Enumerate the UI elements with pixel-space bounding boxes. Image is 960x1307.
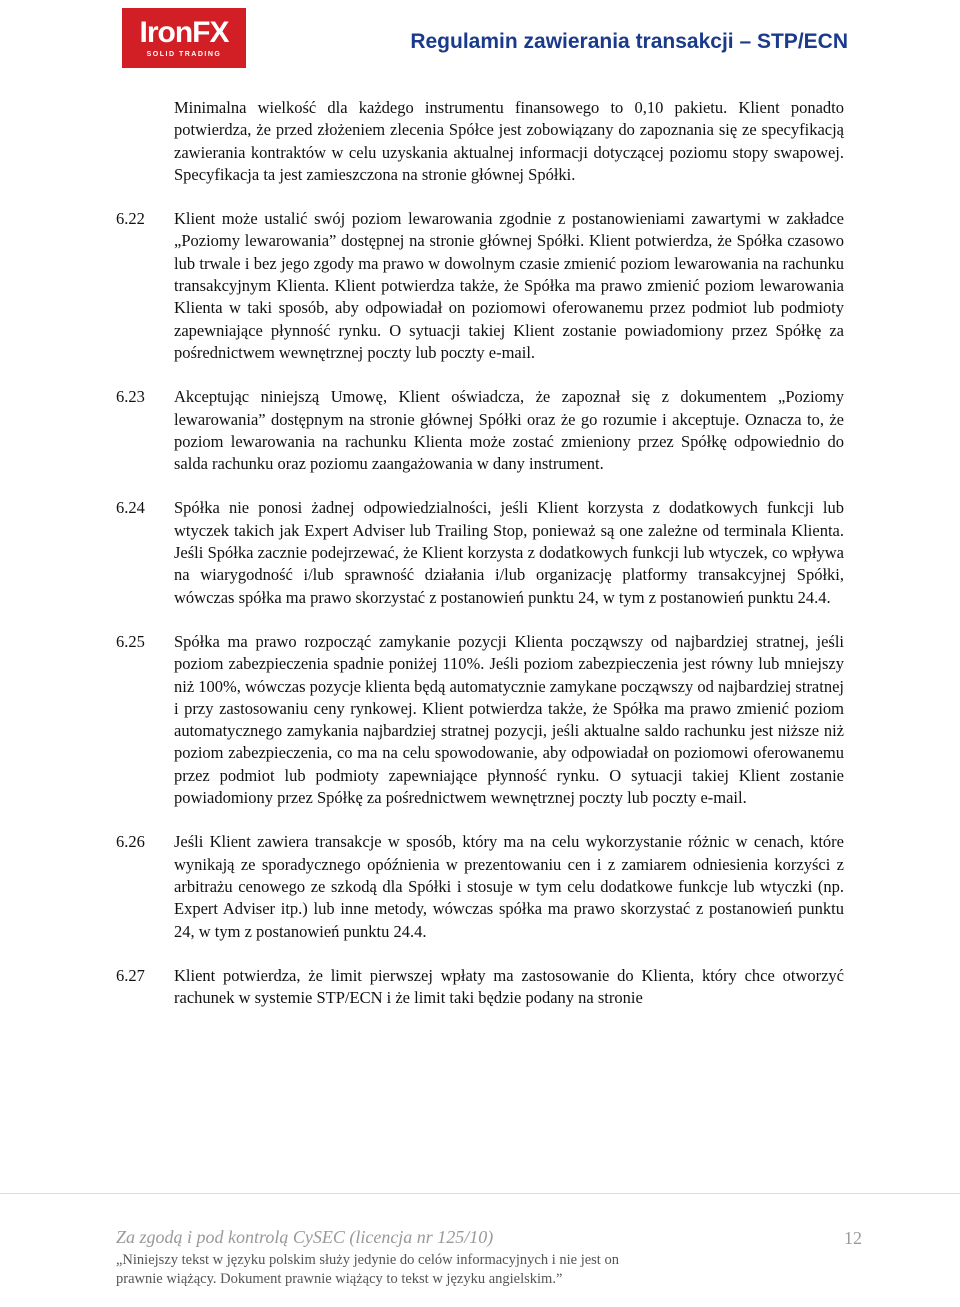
section-number: 6.23 [116,387,145,407]
section-6-23 [116,386,844,475]
section-number: 6.25 [116,631,145,651]
section-number: 6.22 [116,209,145,229]
section-text: Spółka ma prawo rozpocząć zamykanie pozycji Klienta począwszy od najbardziej stratnej, jeśli poziom zabezpieczenia spadnie poniżej 110%. Jeśli poziom zabezpieczenia jest równy lub mniejszy niż 100%, wówczas pozycje klienta będą automatycznie zamykane począwszy od najbardziej stratnej i przy zastosowaniu ceny rynkowej. Klient potwierdza także, że Spółka ma prawo zmienić poziom automatycznego zamykania najbardziej stratnej pozycji, jeśli aktualne saldo rachunku jest niższe niż poziom zabezpieczenia, co ma na celu spowodowanie, aby odpowiadał on poziomowi oferowanemu przez podmiot lub podmioty zapewniające płynność rynku. O sytuacji takiej Klient zostanie powiadomiony przez Spółkę za pośrednictwem wewnętrznej poczty lub poczty e-mail. [174,631,844,808]
footer-license: Za zgodą i pod kontrolą CySEC (licencja nr 125/10) [116,1227,494,1247]
section-text: Klient potwierdza, że limit pierwszej wpłaty ma zastosowanie do Klienta, który chce otworzyć rachunek w systemie STP/ECN i że limit taki będzie podany na stronie [174,965,844,1008]
section-number: 6.26 [116,832,145,852]
section-6-27 [116,965,844,1010]
logo-wordmark: IronFX [139,16,229,49]
section-number: 6.27 [116,965,145,985]
section-text: Klient może ustalić swój poziom lewarowania zgodnie z postanowieniami zawartymi w zakładce „Poziomy lewarowania” dostępnej na stronie głównej Spółki. Klient potwierdza, że Spółka czasowo lub trwale i bez jego zgody ma prawo w dowolnym czasie zmienić poziom lewarowania na rachunku transakcyjnym Klienta. Klient potwierdza także, że Spółka ma prawo zmienić poziom lewarowania Klienta w taki sposób, aby odpowiadał on poziomowi oferowanemu przez podmiot lub podmioty zapewniające płynność rynku. O sytuacji takiej Klient zostanie powiadomiony przez Spółkę za pośrednictwem wewnętrznej poczty lub poczty e-mail. [174,209,844,362]
section-6-25 [116,631,844,809]
section-6-22 [116,208,844,364]
section-text: Akceptując niniejszą Umowę, Klient oświadcza, że zapoznał się z dokumentem „Poziomy lewarowania” dostępnym na stronie głównej Spółki oraz że go rozumie i akceptuje. Oznacza to, że poziom lewarowania na rachunku Klienta może zostać zmieniony przez Spółkę odpowiednio do salda rachunku oraz poziomu zaangażowania w dany instrument. [174,387,844,474]
section-6-26 [116,831,844,942]
section-text: Jeśli Klient zawiera transakcje w sposób, który ma na celu wykorzystanie różnic w cenach, które wynikają ze sporadycznego opóźnienia w prezentowaniu cen i z zamiarem odniesienia korzyści z arbitrażu cenowego ze szkodą dla Spółki i stosuje w tym celu dodatkowe funkcje lub wtyczki (np. Expert Adviser itp.) lub inne metody, wówczas spółka ma prawo skorzystać z postanowień punktu 24, w tym z postanowień punktu 24.4. [174,832,844,941]
document-title: Regulamin zawierania transakcji – STP/ECN [410,30,848,53]
document-body [116,97,844,1031]
footer-divider [0,1193,960,1194]
section-number: 6.24 [116,498,145,518]
section-6-24 [116,497,844,608]
section-text: Spółka nie ponosi żadnej odpowiedzialności, jeśli Klient korzysta z dodatkowych funkcji lub wtyczek takich jak Expert Adviser lub Trailing Stop, ponieważ są one zależne od terminala Klienta. Jeśli Spółka zacznie podejrzewać, że Klient korzysta z dodatkowych funkcji lub wtyczek, co wpływa na wiarygodność i/lub sprawność działania i/lub organizację platformy transakcyjnej Spółki, wówczas spółka ma prawo skorzystać z postanowień punktu 24, w tym z postanowień punktu 24.4. [174,498,844,607]
ironfx-logo [122,8,246,68]
page-number: 12 [844,1228,862,1248]
footer-disclaimer: „Niniejszy tekst w języku polskim służy jedynie do celów informacyjnych i nie jest on prawnie wiążący. Dokument prawnie wiążący to tekst w języku angielskim.” [116,1252,619,1287]
intro-paragraph: Minimalna wielkość dla każdego instrumentu finansowego to 0,10 pakietu. Klient ponadto potwierdza, że przed złożeniem zlecenia Spółce jest zobowiązany do zapoznania się ze specyfikacją zawierania kontraktów w celu uzyskania aktualnej informacji dotyczącej poziomu stopy swapowej. Specyfikacja ta jest zamieszczona na stronie głównej Spółki. [174,98,844,184]
logo-tagline: SOLID TRADING [146,51,222,58]
